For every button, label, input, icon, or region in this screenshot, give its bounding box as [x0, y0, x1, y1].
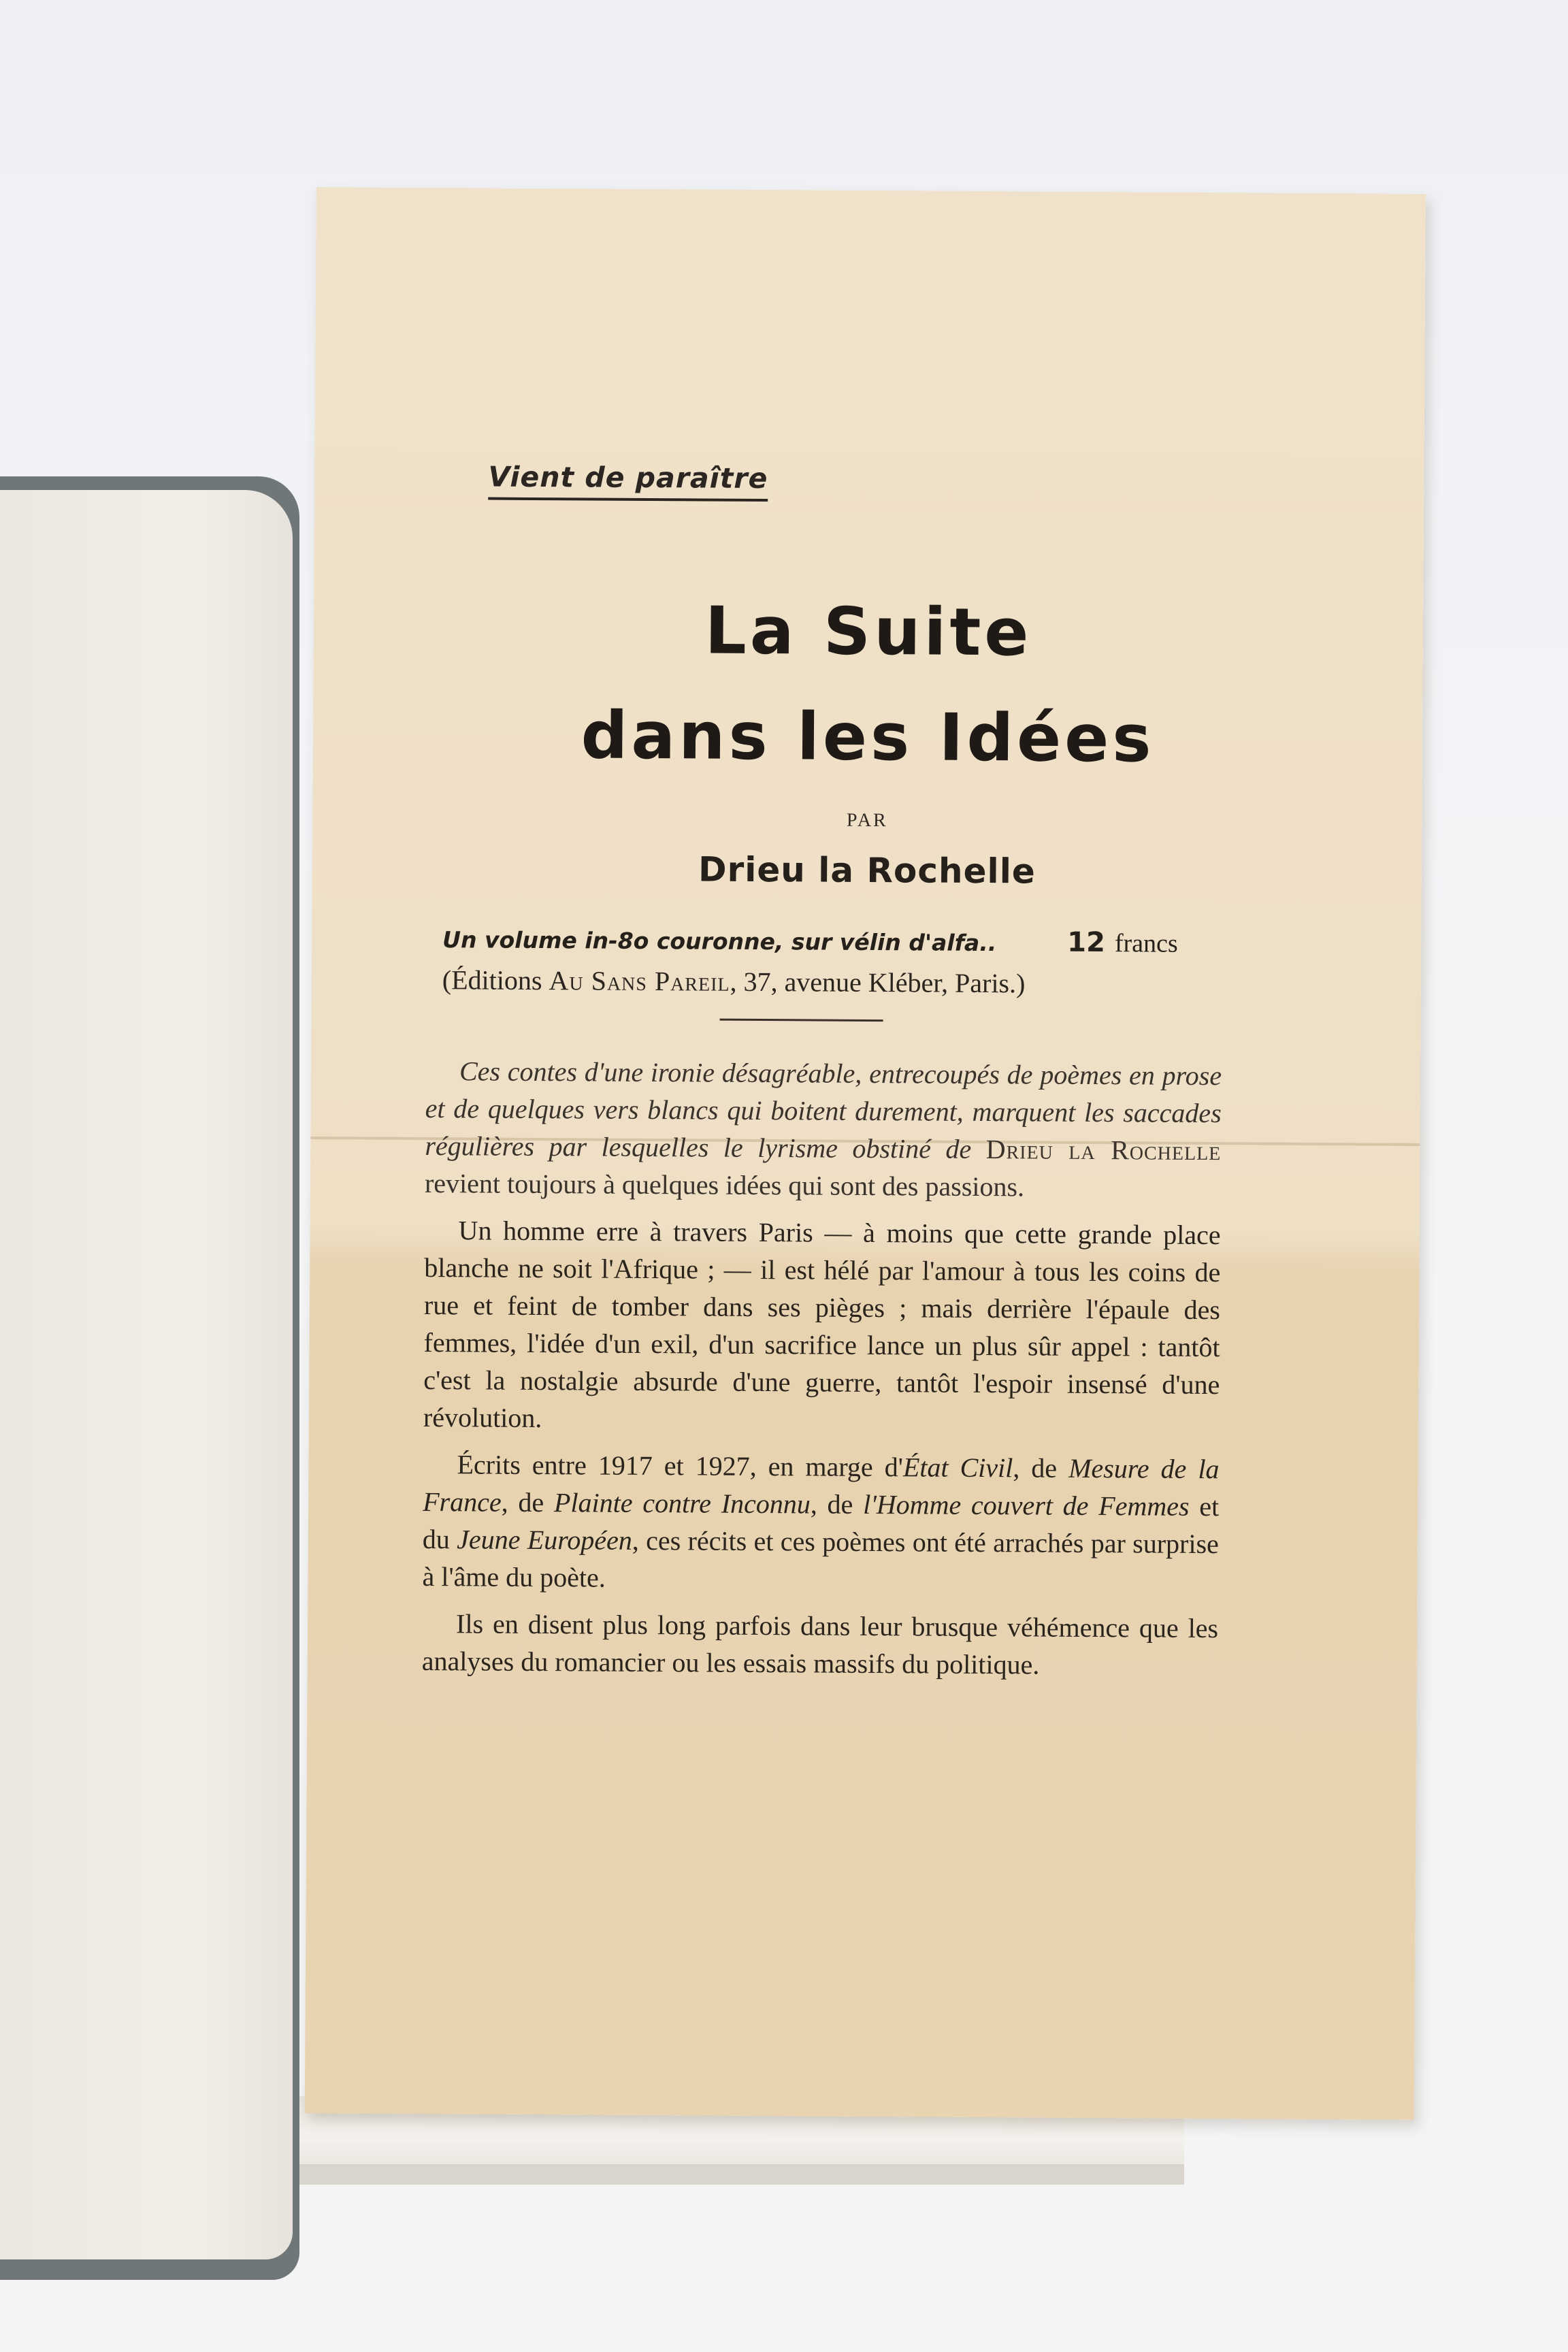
p3-title-mesure: Mesure de la France — [423, 1452, 1220, 1518]
publisher-address: , 37, avenue Kléber, Paris.) — [730, 966, 1026, 999]
separator-rule — [720, 1019, 883, 1022]
p3-text-e: , de — [501, 1486, 555, 1518]
volume-description: Un volume in-8o couronne, sur vélin d'alfa.. — [442, 926, 997, 957]
p3-title-homme: l'Homme couvert de Femmes — [863, 1488, 1190, 1522]
leaflet-body — [422, 1052, 1222, 1694]
paragraph-intro-text-2: revient toujours à quelques idées qui sont des passions. — [424, 1167, 1025, 1203]
price-number: 12 — [1067, 926, 1106, 959]
publisher-leaflet — [305, 187, 1426, 2120]
paragraph-3 — [422, 1446, 1219, 1600]
p3-text-i: et du — [422, 1490, 1220, 1555]
p3-title-etat-civil: État Civil — [902, 1452, 1013, 1484]
publisher-house: Au Sans Pareil — [549, 965, 730, 997]
kicker-heading: Vient de paraître — [488, 461, 768, 502]
paragraph-intro — [425, 1052, 1222, 1207]
publisher-line — [442, 964, 1026, 999]
p3-text-c: , de — [1013, 1452, 1069, 1484]
book-title-line-1: La Suite — [704, 592, 1032, 671]
price-unit: francs — [1114, 929, 1178, 958]
p3-text-g: , de — [810, 1488, 864, 1520]
p3-text-k: , ces récits et ces poèmes ont été arrachés par surprise à l'âme du poète. — [422, 1524, 1219, 1593]
p3-text-a: Écrits entre 1917 et 1927, en marge d' — [457, 1449, 904, 1483]
book-title-line-2: dans les Idées — [581, 697, 1155, 777]
publisher-prefix: (Éditions — [442, 964, 549, 996]
paragraph-2: Un homme erre à travers Paris — à moins que cette grande place blanche ne soit l'Afrique ; — il est hélé par l'amour à tous les coins de rue et feint de tomber dans ses pièges ; mais derrière l'épaule des femmes, l'idée d'un exil, d'un sacrifice lance un plus sûr appel : tantôt c'est la nostalgie absurde d'une guerre, tantôt l'espoir insensé d'une révolution. — [423, 1215, 1221, 1434]
p3-title-jeune: Jeune Européen — [457, 1524, 632, 1556]
book-page-block — [0, 490, 293, 2259]
by-label: PAR — [846, 809, 888, 832]
paragraph-4: Ils en disent plus long parfois dans leur brusque véhémence que les analyses du romancier ou les essais massifs du politique. — [421, 1608, 1219, 1680]
paragraph-intro-author: Drieu la Rochelle — [985, 1134, 1222, 1166]
p3-title-plainte: Plainte contre Inconnu — [553, 1487, 811, 1520]
price — [1067, 927, 1178, 959]
author-name: Drieu la Rochelle — [698, 849, 1036, 892]
paragraph-intro-text-1: Ces contes d'une ironie désagréable, entrecoupés de poèmes en prose et de quelques vers blancs qui boitent durement, marquent les saccades régulières par lesquelles le lyrisme obstiné de — [425, 1056, 1222, 1165]
